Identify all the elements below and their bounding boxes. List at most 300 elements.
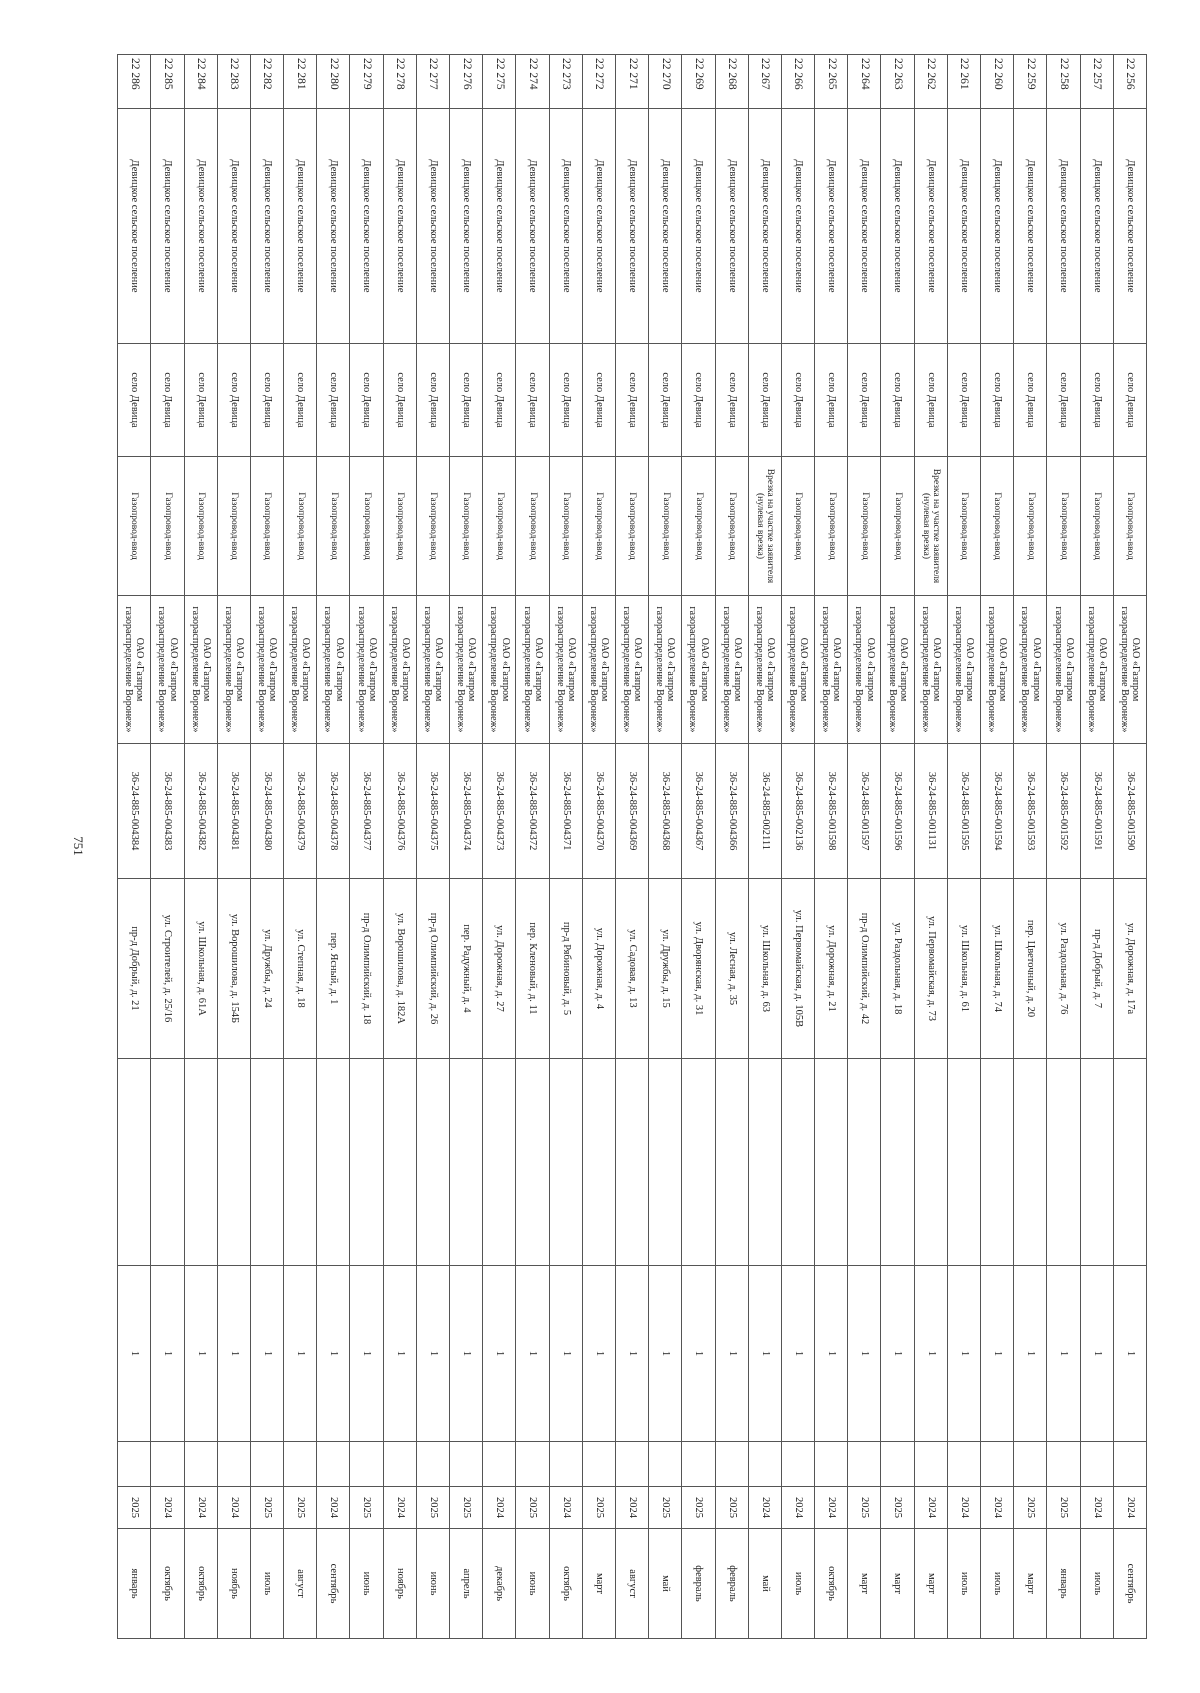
quantity-cell: 1 bbox=[1113, 1266, 1146, 1442]
object-type-cell: Газопровод-ввод bbox=[383, 457, 416, 596]
empty-cell-cell bbox=[781, 1059, 814, 1266]
object-code-cell: 36-24-885-001131 bbox=[914, 744, 947, 879]
month-cell: октябрь bbox=[184, 1529, 217, 1639]
settlement-district-cell: Девицкое сельское поселение bbox=[649, 109, 682, 344]
address-cell: ул. Лесная, д. 35 bbox=[715, 879, 748, 1059]
month-cell: ноябрь bbox=[217, 1529, 250, 1639]
year-cell: 2024 bbox=[616, 1487, 649, 1529]
quantity-cell: 1 bbox=[284, 1266, 317, 1442]
month-cell: июнь bbox=[350, 1529, 383, 1639]
row-number-cell: 22 269 bbox=[682, 55, 715, 109]
empty-cell-cell bbox=[284, 1059, 317, 1266]
table-row bbox=[516, 55, 549, 1639]
locality-cell: село Девица bbox=[582, 344, 615, 457]
locality-cell: село Девица bbox=[483, 344, 516, 457]
empty-cell-cell bbox=[350, 1442, 383, 1487]
table-row bbox=[848, 55, 881, 1639]
empty-cell-cell bbox=[616, 1059, 649, 1266]
month-cell: июнь bbox=[516, 1529, 549, 1639]
organization-cell: ОАО «Газпром газораспределение Воронеж» bbox=[1047, 596, 1080, 744]
locality-cell: село Девица bbox=[881, 344, 914, 457]
year-cell: 2025 bbox=[582, 1487, 615, 1529]
settlement-district-cell: Девицкое сельское поселение bbox=[848, 109, 881, 344]
empty-cell-cell bbox=[1113, 1442, 1146, 1487]
locality-cell: село Девица bbox=[151, 344, 184, 457]
object-type-cell: Газопровод-ввод bbox=[350, 457, 383, 596]
organization-cell: ОАО «Газпром газораспределение Воронеж» bbox=[881, 596, 914, 744]
address-cell: пер. Ясный, д. 1 bbox=[317, 879, 350, 1059]
locality-cell: село Девица bbox=[1047, 344, 1080, 457]
row-number-cell: 22 278 bbox=[383, 55, 416, 109]
object-code-cell: 36-24-885-004381 bbox=[217, 744, 250, 879]
organization-cell: ОАО «Газпром газораспределение Воронеж» bbox=[947, 596, 980, 744]
settlement-district-cell: Девицкое сельское поселение bbox=[881, 109, 914, 344]
object-type-cell: Газопровод-ввод bbox=[947, 457, 980, 596]
settlement-district-cell: Девицкое сельское поселение bbox=[317, 109, 350, 344]
organization-cell: ОАО «Газпром газораспределение Воронеж» bbox=[118, 596, 151, 744]
empty-cell-cell bbox=[848, 1059, 881, 1266]
table-row bbox=[483, 55, 516, 1639]
year-cell: 2024 bbox=[549, 1487, 582, 1529]
row-number-cell: 22 275 bbox=[483, 55, 516, 109]
month-cell: февраль bbox=[682, 1529, 715, 1639]
organization-cell: ОАО «Газпром газораспределение Воронеж» bbox=[715, 596, 748, 744]
quantity-cell: 1 bbox=[815, 1266, 848, 1442]
quantity-cell: 1 bbox=[981, 1266, 1014, 1442]
locality-cell: село Девица bbox=[383, 344, 416, 457]
address-cell: ул. Раздольная, д. 18 bbox=[881, 879, 914, 1059]
object-type-cell: Газопровод-ввод bbox=[284, 457, 317, 596]
object-type-cell: Газопровод-ввод bbox=[1080, 457, 1113, 596]
organization-cell: ОАО «Газпром газораспределение Воронеж» bbox=[1080, 596, 1113, 744]
locality-cell: село Девица bbox=[250, 344, 283, 457]
year-cell: 2024 bbox=[781, 1487, 814, 1529]
empty-cell-cell bbox=[582, 1442, 615, 1487]
object-code-cell: 36-24-885-001598 bbox=[815, 744, 848, 879]
organization-cell: ОАО «Газпром газораспределение Воронеж» bbox=[616, 596, 649, 744]
quantity-cell: 1 bbox=[1014, 1266, 1047, 1442]
quantity-cell: 1 bbox=[383, 1266, 416, 1442]
empty-cell-cell bbox=[383, 1059, 416, 1266]
quantity-cell: 1 bbox=[947, 1266, 980, 1442]
year-cell: 2025 bbox=[516, 1487, 549, 1529]
empty-cell-cell bbox=[1047, 1442, 1080, 1487]
object-type-cell: Газопровод-ввод bbox=[848, 457, 881, 596]
object-code-cell: 36-24-885-001595 bbox=[947, 744, 980, 879]
year-cell: 2025 bbox=[715, 1487, 748, 1529]
locality-cell: село Девица bbox=[350, 344, 383, 457]
row-number-cell: 22 283 bbox=[217, 55, 250, 109]
table-row bbox=[781, 55, 814, 1639]
month-cell: сентябрь bbox=[1113, 1529, 1146, 1639]
empty-cell-cell bbox=[981, 1442, 1014, 1487]
organization-cell: ОАО «Газпром газораспределение Воронеж» bbox=[1113, 596, 1146, 744]
row-number-cell: 22 271 bbox=[616, 55, 649, 109]
empty-cell-cell bbox=[184, 1442, 217, 1487]
settlement-district-cell: Девицкое сельское поселение bbox=[151, 109, 184, 344]
locality-cell: село Девица bbox=[450, 344, 483, 457]
settlement-district-cell: Девицкое сельское поселение bbox=[383, 109, 416, 344]
empty-cell-cell bbox=[815, 1442, 848, 1487]
organization-cell: ОАО «Газпром газораспределение Воронеж» bbox=[250, 596, 283, 744]
locality-cell: село Девица bbox=[649, 344, 682, 457]
table-row bbox=[914, 55, 947, 1639]
year-cell: 2024 bbox=[217, 1487, 250, 1529]
empty-cell-cell bbox=[217, 1442, 250, 1487]
object-type-cell: Газопровод-ввод bbox=[151, 457, 184, 596]
month-cell: август bbox=[284, 1529, 317, 1639]
table-row bbox=[682, 55, 715, 1639]
month-cell: июль bbox=[781, 1529, 814, 1639]
row-number-cell: 22 285 bbox=[151, 55, 184, 109]
settlement-district-cell: Девицкое сельское поселение bbox=[250, 109, 283, 344]
empty-cell-cell bbox=[284, 1442, 317, 1487]
row-number-cell: 22 286 bbox=[118, 55, 151, 109]
object-code-cell: 36-24-885-002111 bbox=[748, 744, 781, 879]
object-code-cell: 36-24-885-001594 bbox=[981, 744, 1014, 879]
address-cell: ул. Дружбы, д. 15 bbox=[649, 879, 682, 1059]
object-code-cell: 36-24-885-004378 bbox=[317, 744, 350, 879]
object-code-cell: 36-24-885-004376 bbox=[383, 744, 416, 879]
organization-cell: ОАО «Газпром газораспределение Воронеж» bbox=[781, 596, 814, 744]
empty-cell-cell bbox=[483, 1059, 516, 1266]
empty-cell-cell bbox=[682, 1442, 715, 1487]
quantity-cell: 1 bbox=[881, 1266, 914, 1442]
rotated-table-sheet bbox=[117, 54, 1147, 1638]
empty-cell-cell bbox=[1080, 1442, 1113, 1487]
object-type-cell: Газопровод-ввод bbox=[1014, 457, 1047, 596]
empty-cell-cell bbox=[848, 1442, 881, 1487]
locality-cell: село Девица bbox=[416, 344, 449, 457]
empty-cell-cell bbox=[317, 1059, 350, 1266]
empty-cell-cell bbox=[649, 1059, 682, 1266]
year-cell: 2025 bbox=[1047, 1487, 1080, 1529]
object-code-cell: 36-24-885-004371 bbox=[549, 744, 582, 879]
quantity-cell: 1 bbox=[1080, 1266, 1113, 1442]
object-type-cell: Газопровод-ввод bbox=[450, 457, 483, 596]
locality-cell: село Девица bbox=[748, 344, 781, 457]
address-cell: ул. Раздольная, д. 76 bbox=[1047, 879, 1080, 1059]
locality-cell: село Девица bbox=[947, 344, 980, 457]
object-code-cell: 36-24-885-001591 bbox=[1080, 744, 1113, 879]
empty-cell-cell bbox=[549, 1059, 582, 1266]
object-type-cell: Газопровод-ввод bbox=[1113, 457, 1146, 596]
address-cell: ул. Первомайская, д. 73 bbox=[914, 879, 947, 1059]
year-cell: 2025 bbox=[284, 1487, 317, 1529]
month-cell: декабрь bbox=[483, 1529, 516, 1639]
quantity-cell: 1 bbox=[118, 1266, 151, 1442]
organization-cell: ОАО «Газпром газораспределение Воронеж» bbox=[317, 596, 350, 744]
object-type-cell: Врезка на участке заявителя (нулевая врезка) bbox=[748, 457, 781, 596]
table-row bbox=[715, 55, 748, 1639]
quantity-cell: 1 bbox=[450, 1266, 483, 1442]
settlement-district-cell: Девицкое сельское поселение bbox=[1080, 109, 1113, 344]
settlement-district-cell: Девицкое сельское поселение bbox=[450, 109, 483, 344]
object-code-cell: 36-24-885-004382 bbox=[184, 744, 217, 879]
month-cell: май bbox=[748, 1529, 781, 1639]
year-cell: 2025 bbox=[848, 1487, 881, 1529]
locality-cell: село Девица bbox=[317, 344, 350, 457]
empty-cell-cell bbox=[250, 1442, 283, 1487]
row-number-cell: 22 284 bbox=[184, 55, 217, 109]
object-code-cell: 36-24-885-004377 bbox=[350, 744, 383, 879]
settlement-district-cell: Девицкое сельское поселение bbox=[1113, 109, 1146, 344]
object-type-cell: Газопровод-ввод bbox=[981, 457, 1014, 596]
address-cell: пр-д Олимпийский, д. 26 bbox=[416, 879, 449, 1059]
locality-cell: село Девица bbox=[284, 344, 317, 457]
month-cell: март bbox=[881, 1529, 914, 1639]
object-type-cell: Газопровод-ввод bbox=[815, 457, 848, 596]
address-cell: ул. Дорожная, д. 17а bbox=[1113, 879, 1146, 1059]
organization-cell: ОАО «Газпром газораспределение Воронеж» bbox=[682, 596, 715, 744]
month-cell: март bbox=[1014, 1529, 1047, 1639]
object-code-cell: 36-24-885-004373 bbox=[483, 744, 516, 879]
empty-cell-cell bbox=[250, 1059, 283, 1266]
organization-cell: ОАО «Газпром газораспределение Воронеж» bbox=[151, 596, 184, 744]
table-row bbox=[383, 55, 416, 1639]
address-cell: ул. Ворошилова, д. 154Б bbox=[217, 879, 250, 1059]
settlement-district-cell: Девицкое сельское поселение bbox=[947, 109, 980, 344]
month-cell: октябрь bbox=[151, 1529, 184, 1639]
quantity-cell: 1 bbox=[748, 1266, 781, 1442]
table-row bbox=[250, 55, 283, 1639]
object-type-cell: Газопровод-ввод bbox=[416, 457, 449, 596]
month-cell: июнь bbox=[416, 1529, 449, 1639]
row-number-cell: 22 268 bbox=[715, 55, 748, 109]
table-row bbox=[284, 55, 317, 1639]
settlement-district-cell: Девицкое сельское поселение bbox=[217, 109, 250, 344]
table-row bbox=[549, 55, 582, 1639]
row-number-cell: 22 264 bbox=[848, 55, 881, 109]
organization-cell: ОАО «Газпром газораспределение Воронеж» bbox=[284, 596, 317, 744]
table-row bbox=[1047, 55, 1080, 1639]
empty-cell-cell bbox=[1113, 1059, 1146, 1266]
row-number-cell: 22 257 bbox=[1080, 55, 1113, 109]
row-number-cell: 22 261 bbox=[947, 55, 980, 109]
locality-cell: село Девица bbox=[981, 344, 1014, 457]
object-type-cell: Газопровод-ввод bbox=[118, 457, 151, 596]
quantity-cell: 1 bbox=[682, 1266, 715, 1442]
empty-cell-cell bbox=[1047, 1059, 1080, 1266]
address-cell: пер. Кленовый, д. 11 bbox=[516, 879, 549, 1059]
object-type-cell: Газопровод-ввод bbox=[549, 457, 582, 596]
organization-cell: ОАО «Газпром газораспределение Воронеж» bbox=[516, 596, 549, 744]
row-number-cell: 22 256 bbox=[1113, 55, 1146, 109]
quantity-cell: 1 bbox=[151, 1266, 184, 1442]
object-type-cell: Газопровод-ввод bbox=[682, 457, 715, 596]
row-number-cell: 22 280 bbox=[317, 55, 350, 109]
table-row bbox=[649, 55, 682, 1639]
organization-cell: ОАО «Газпром газораспределение Воронеж» bbox=[981, 596, 1014, 744]
quantity-cell: 1 bbox=[416, 1266, 449, 1442]
month-cell: февраль bbox=[715, 1529, 748, 1639]
address-cell: ул. Степная, д. 18 bbox=[284, 879, 317, 1059]
object-type-cell: Газопровод-ввод bbox=[1047, 457, 1080, 596]
settlement-district-cell: Девицкое сельское поселение bbox=[616, 109, 649, 344]
quantity-cell: 1 bbox=[350, 1266, 383, 1442]
table-row bbox=[981, 55, 1014, 1639]
address-cell: ул. Дорожная, д. 21 bbox=[815, 879, 848, 1059]
empty-cell-cell bbox=[450, 1059, 483, 1266]
object-type-cell: Газопровод-ввод bbox=[582, 457, 615, 596]
organization-cell: ОАО «Газпром газораспределение Воронеж» bbox=[483, 596, 516, 744]
month-cell: апрель bbox=[450, 1529, 483, 1639]
row-number-cell: 22 265 bbox=[815, 55, 848, 109]
address-cell: ул. Дорожная, д. 4 bbox=[582, 879, 615, 1059]
object-type-cell: Газопровод-ввод bbox=[616, 457, 649, 596]
address-cell: пер. Радужный, д. 4 bbox=[450, 879, 483, 1059]
organization-cell: ОАО «Газпром газораспределение Воронеж» bbox=[1014, 596, 1047, 744]
quantity-cell: 1 bbox=[616, 1266, 649, 1442]
settlement-district-cell: Девицкое сельское поселение bbox=[981, 109, 1014, 344]
month-cell: август bbox=[616, 1529, 649, 1639]
row-number-cell: 22 282 bbox=[250, 55, 283, 109]
address-cell: ул. Школьная, д. 61А bbox=[184, 879, 217, 1059]
empty-cell-cell bbox=[947, 1442, 980, 1487]
object-code-cell: 36-24-885-004367 bbox=[682, 744, 715, 879]
object-code-cell: 36-24-885-004372 bbox=[516, 744, 549, 879]
month-cell: июль bbox=[250, 1529, 283, 1639]
table-row bbox=[1080, 55, 1113, 1639]
year-cell: 2024 bbox=[151, 1487, 184, 1529]
object-code-cell: 36-24-885-004366 bbox=[715, 744, 748, 879]
quantity-cell: 1 bbox=[582, 1266, 615, 1442]
month-cell: март bbox=[582, 1529, 615, 1639]
object-code-cell: 36-24-885-004384 bbox=[118, 744, 151, 879]
year-cell: 2024 bbox=[815, 1487, 848, 1529]
settlement-district-cell: Девицкое сельское поселение bbox=[682, 109, 715, 344]
table-row bbox=[616, 55, 649, 1639]
empty-cell-cell bbox=[1014, 1059, 1047, 1266]
quantity-cell: 1 bbox=[715, 1266, 748, 1442]
table-row bbox=[582, 55, 615, 1639]
object-code-cell: 36-24-885-001592 bbox=[1047, 744, 1080, 879]
empty-cell-cell bbox=[616, 1442, 649, 1487]
locality-cell: село Девица bbox=[217, 344, 250, 457]
locality-cell: село Девица bbox=[848, 344, 881, 457]
month-cell: июль bbox=[1080, 1529, 1113, 1639]
locality-cell: село Девица bbox=[549, 344, 582, 457]
year-cell: 2024 bbox=[981, 1487, 1014, 1529]
quantity-cell: 1 bbox=[549, 1266, 582, 1442]
row-number-cell: 22 276 bbox=[450, 55, 483, 109]
month-cell: июль bbox=[947, 1529, 980, 1639]
empty-cell-cell bbox=[748, 1442, 781, 1487]
object-type-cell: Газопровод-ввод bbox=[317, 457, 350, 596]
settlement-district-cell: Девицкое сельское поселение bbox=[815, 109, 848, 344]
quantity-cell: 1 bbox=[184, 1266, 217, 1442]
year-cell: 2025 bbox=[881, 1487, 914, 1529]
empty-cell-cell bbox=[317, 1442, 350, 1487]
object-type-cell: Газопровод-ввод bbox=[483, 457, 516, 596]
empty-cell-cell bbox=[914, 1442, 947, 1487]
address-cell: ул. Дорожная, д. 27 bbox=[483, 879, 516, 1059]
quantity-cell: 1 bbox=[781, 1266, 814, 1442]
empty-cell-cell bbox=[914, 1059, 947, 1266]
quantity-cell: 1 bbox=[217, 1266, 250, 1442]
address-cell: пр-д Олимпийский, д. 18 bbox=[350, 879, 383, 1059]
month-cell: май bbox=[649, 1529, 682, 1639]
month-cell: сентябрь bbox=[317, 1529, 350, 1639]
object-type-cell: Газопровод-ввод bbox=[250, 457, 283, 596]
empty-cell-cell bbox=[516, 1442, 549, 1487]
empty-cell-cell bbox=[483, 1442, 516, 1487]
row-number-cell: 22 273 bbox=[549, 55, 582, 109]
organization-cell: ОАО «Газпром газораспределение Воронеж» bbox=[416, 596, 449, 744]
quantity-cell: 1 bbox=[516, 1266, 549, 1442]
year-cell: 2024 bbox=[914, 1487, 947, 1529]
year-cell: 2024 bbox=[317, 1487, 350, 1529]
settlement-district-cell: Девицкое сельское поселение bbox=[483, 109, 516, 344]
object-code-cell: 36-24-885-004379 bbox=[284, 744, 317, 879]
empty-cell-cell bbox=[184, 1059, 217, 1266]
table-row bbox=[416, 55, 449, 1639]
table-row bbox=[350, 55, 383, 1639]
empty-cell-cell bbox=[582, 1059, 615, 1266]
locality-cell: село Девица bbox=[184, 344, 217, 457]
empty-cell-cell bbox=[151, 1442, 184, 1487]
empty-cell-cell bbox=[217, 1059, 250, 1266]
quantity-cell: 1 bbox=[250, 1266, 283, 1442]
month-cell: июль bbox=[981, 1529, 1014, 1639]
row-number-cell: 22 260 bbox=[981, 55, 1014, 109]
empty-cell-cell bbox=[383, 1442, 416, 1487]
row-number-cell: 22 270 bbox=[649, 55, 682, 109]
object-type-cell: Врезка на участке заявителя (нулевая врезка) bbox=[914, 457, 947, 596]
table-row bbox=[748, 55, 781, 1639]
year-cell: 2024 bbox=[1080, 1487, 1113, 1529]
organization-cell: ОАО «Газпром газораспределение Воронеж» bbox=[815, 596, 848, 744]
empty-cell-cell bbox=[781, 1442, 814, 1487]
year-cell: 2025 bbox=[118, 1487, 151, 1529]
empty-cell-cell bbox=[416, 1442, 449, 1487]
empty-cell-cell bbox=[416, 1059, 449, 1266]
address-cell: ул. Первомайская, д. 105В bbox=[781, 879, 814, 1059]
organization-cell: ОАО «Газпром газораспределение Воронеж» bbox=[582, 596, 615, 744]
settlement-district-cell: Девицкое сельское поселение bbox=[748, 109, 781, 344]
organization-cell: ОАО «Газпром газораспределение Воронеж» bbox=[649, 596, 682, 744]
row-number-cell: 22 259 bbox=[1014, 55, 1047, 109]
row-number-cell: 22 279 bbox=[350, 55, 383, 109]
table-row bbox=[118, 55, 151, 1639]
object-code-cell: 36-24-885-004369 bbox=[616, 744, 649, 879]
empty-cell-cell bbox=[981, 1059, 1014, 1266]
settlement-district-cell: Девицкое сельское поселение bbox=[184, 109, 217, 344]
settlement-district-cell: Девицкое сельское поселение bbox=[1047, 109, 1080, 344]
settlement-district-cell: Девицкое сельское поселение bbox=[350, 109, 383, 344]
month-cell: ноябрь bbox=[383, 1529, 416, 1639]
empty-cell-cell bbox=[118, 1442, 151, 1487]
address-cell: ул. Школьная, д. 61 bbox=[947, 879, 980, 1059]
month-cell: январь bbox=[118, 1529, 151, 1639]
locality-cell: село Девица bbox=[914, 344, 947, 457]
address-cell: пер. Цветочный, д. 20 bbox=[1014, 879, 1047, 1059]
address-cell: пр-д Олимпийский, д. 42 bbox=[848, 879, 881, 1059]
empty-cell-cell bbox=[118, 1059, 151, 1266]
page-number: 751 bbox=[71, 836, 86, 856]
year-cell: 2025 bbox=[682, 1487, 715, 1529]
table-row bbox=[184, 55, 217, 1639]
table-row bbox=[947, 55, 980, 1639]
row-number-cell: 22 267 bbox=[748, 55, 781, 109]
row-number-cell: 22 281 bbox=[284, 55, 317, 109]
organization-cell: ОАО «Газпром газораспределение Воронеж» bbox=[914, 596, 947, 744]
address-cell: ул. Строителей, д. 25/16 bbox=[151, 879, 184, 1059]
row-number-cell: 22 258 bbox=[1047, 55, 1080, 109]
organization-cell: ОАО «Газпром газораспределение Воронеж» bbox=[848, 596, 881, 744]
address-cell: ул. Школьная, д. 74 bbox=[981, 879, 1014, 1059]
empty-cell-cell bbox=[1080, 1059, 1113, 1266]
